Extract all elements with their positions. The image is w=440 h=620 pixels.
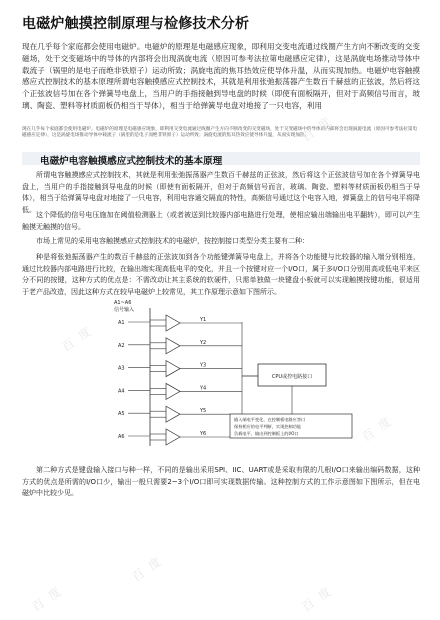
output-label: Y2 <box>200 339 207 346</box>
input-label: A3 <box>118 365 125 372</box>
interface-types-paragraph: 市场上常见的采用电容触摸感应式控制技术的电磁炉，按控制接口类型分类主要有二种： <box>36 237 309 245</box>
intro-paragraph: 现在几乎每个家庭都会使用电磁炉。电磁炉的原理是电磁感应现象，即利用交变电流通过线圈产生方向不断改变的交变磁场，处于交变磁场中的导体的内部将会出现涡旋电流（原因可参考法拉第电磁感应定律），这是涡旋电场推动导体中载流子（锅里的是电子而绝非铁原子）运动所致；涡旋电流的焦耳热效应使导体升温，从而实现加热。电磁炉电容触摸感应式控制技术的基本原理所谓电容触摸感应式控制技术，其就是利用张弛振荡器产生数百千赫兹的正弦波，然后将这个正弦波信号加在各个弹簧导电盘上，当用户的手指接触到导电盘的时候（即使有面板隔开，但对于高频信号而言，玻璃、陶瓷、塑料等材质面板仍相当于导体），相当于给弹簧导电盘对地接了一只电容，利用 <box>22 42 420 110</box>
comparator-gate <box>166 361 180 377</box>
input-label: A4 <box>118 388 125 395</box>
input-label: A2 <box>118 342 125 349</box>
document-title: 电磁炉触摸控制原理与检修技术分析 <box>22 16 250 32</box>
input-label: A6 <box>118 434 125 440</box>
comparator-gate <box>166 338 180 354</box>
section-title: 电磁炉电容触摸感应式控制技术的基本原理 <box>40 156 223 167</box>
comparator-gate <box>166 315 180 331</box>
figure-header-label-1: A1~A6 <box>114 300 132 306</box>
note-line-3: 负载电平，输出到控制板上的I/O口 <box>234 431 299 436</box>
input-label: A1 <box>118 320 125 326</box>
output-label: Y4 <box>200 385 207 392</box>
cpu-interface-label: CPU或控电路接口 <box>271 374 313 380</box>
watermark: 百 度 <box>29 583 66 615</box>
comparator-gate <box>166 383 180 399</box>
circuit-diagram <box>110 296 365 456</box>
note-line-1: 输入端电平变化，在控制板电路应答口 <box>234 417 306 422</box>
output-label: Y1 <box>200 317 207 323</box>
figure-header-label-2: 信号输入 <box>114 307 135 313</box>
comparator-gate <box>166 429 180 445</box>
intro-small-paragraph: 现在几乎每个家庭都会使用电磁炉。电磁炉的原理是电磁感应现象，即利用交变电流通过线圈产生方向不断改变的交变磁场，处于交变磁场中的导体的内部将会出现涡旋电流（原因可参考法拉第电磁感应定律），这是涡旋电场推动导体中载流子（锅里的是电子而绝非铁原子）运动所致；涡旋电流的焦耳热效应使导体升温，从而实现加热。 <box>22 127 418 139</box>
section-header <box>22 152 420 165</box>
threshold-paragraph: 这个降低的信号电压施加在阈值检测器上（或者被送到比较器内部电路进行处理，使相应输出端输出电平翻转），即可以产生触摸无触摸的信号。 <box>22 211 420 231</box>
watermark: 百 度 <box>299 113 336 145</box>
output-label: Y3 <box>200 362 207 369</box>
second-method-paragraph: 第二种方式是键盘输入接口与种一样，不同的是输出采用SPI、IIC、UART或是采取有限的几根I/O口来输出编码数据，这种方式的优点是所需的I/O口少，输出一般只需要2~3个I/O口即可实现数据传输。这种控制方式的工作示意图如下图所示，但在电磁炉中比较少见。 <box>22 466 420 498</box>
watermark: 百 度 <box>299 583 336 615</box>
watermark: 百 度 <box>129 553 166 585</box>
first-method-paragraph: 种是将张弛振荡器产生的数百千赫兹的正弦波加到各个功能键弹簧导电盘上，并将各个功能键与比较器的输入端分别相连，通过比较器内部电路进行比较，在输出端实现高低电平的变化，并且一个按键对应一个I/O口，属于多I/O口分别用高或低电平来区分不同的按键，这种方式的优点是：不需改动让其主系统的软硬件，只需单独做一块键盘小板就可以实现触摸按键功能，很适用于老产品改造，因此这种方式在较早电磁炉上较常见，其工作原理示意如下图所示。 <box>22 253 420 297</box>
input-label: A5 <box>118 411 125 418</box>
comparator-gate <box>166 406 180 422</box>
output-label: Y6 <box>200 431 207 437</box>
watermark: 百 度 <box>59 323 96 355</box>
principle-paragraph: 所谓电容触摸感应式控制技术，其就是利用张弛振荡器产生数百千赫兹的正弦波，然后将这个正弦波信号加在各个弹簧导电盘上，当用户的手指接触到导电盘的时候（即使有面板隔开，但对于高频信号而言，玻璃、陶瓷、塑料等材质面板仍相当于导体），相当于给弹簧导电盘对地接了一只电容，利用电容通交隔直的特性，高频信号通过这个电容入地，弹簧盘上的信号电平将降低。 <box>22 171 420 215</box>
output-label: Y5 <box>200 408 207 415</box>
watermark: 百 度 <box>359 413 396 445</box>
note-line-2: 保持相应的电平判断，实现控制功能 <box>234 424 302 429</box>
